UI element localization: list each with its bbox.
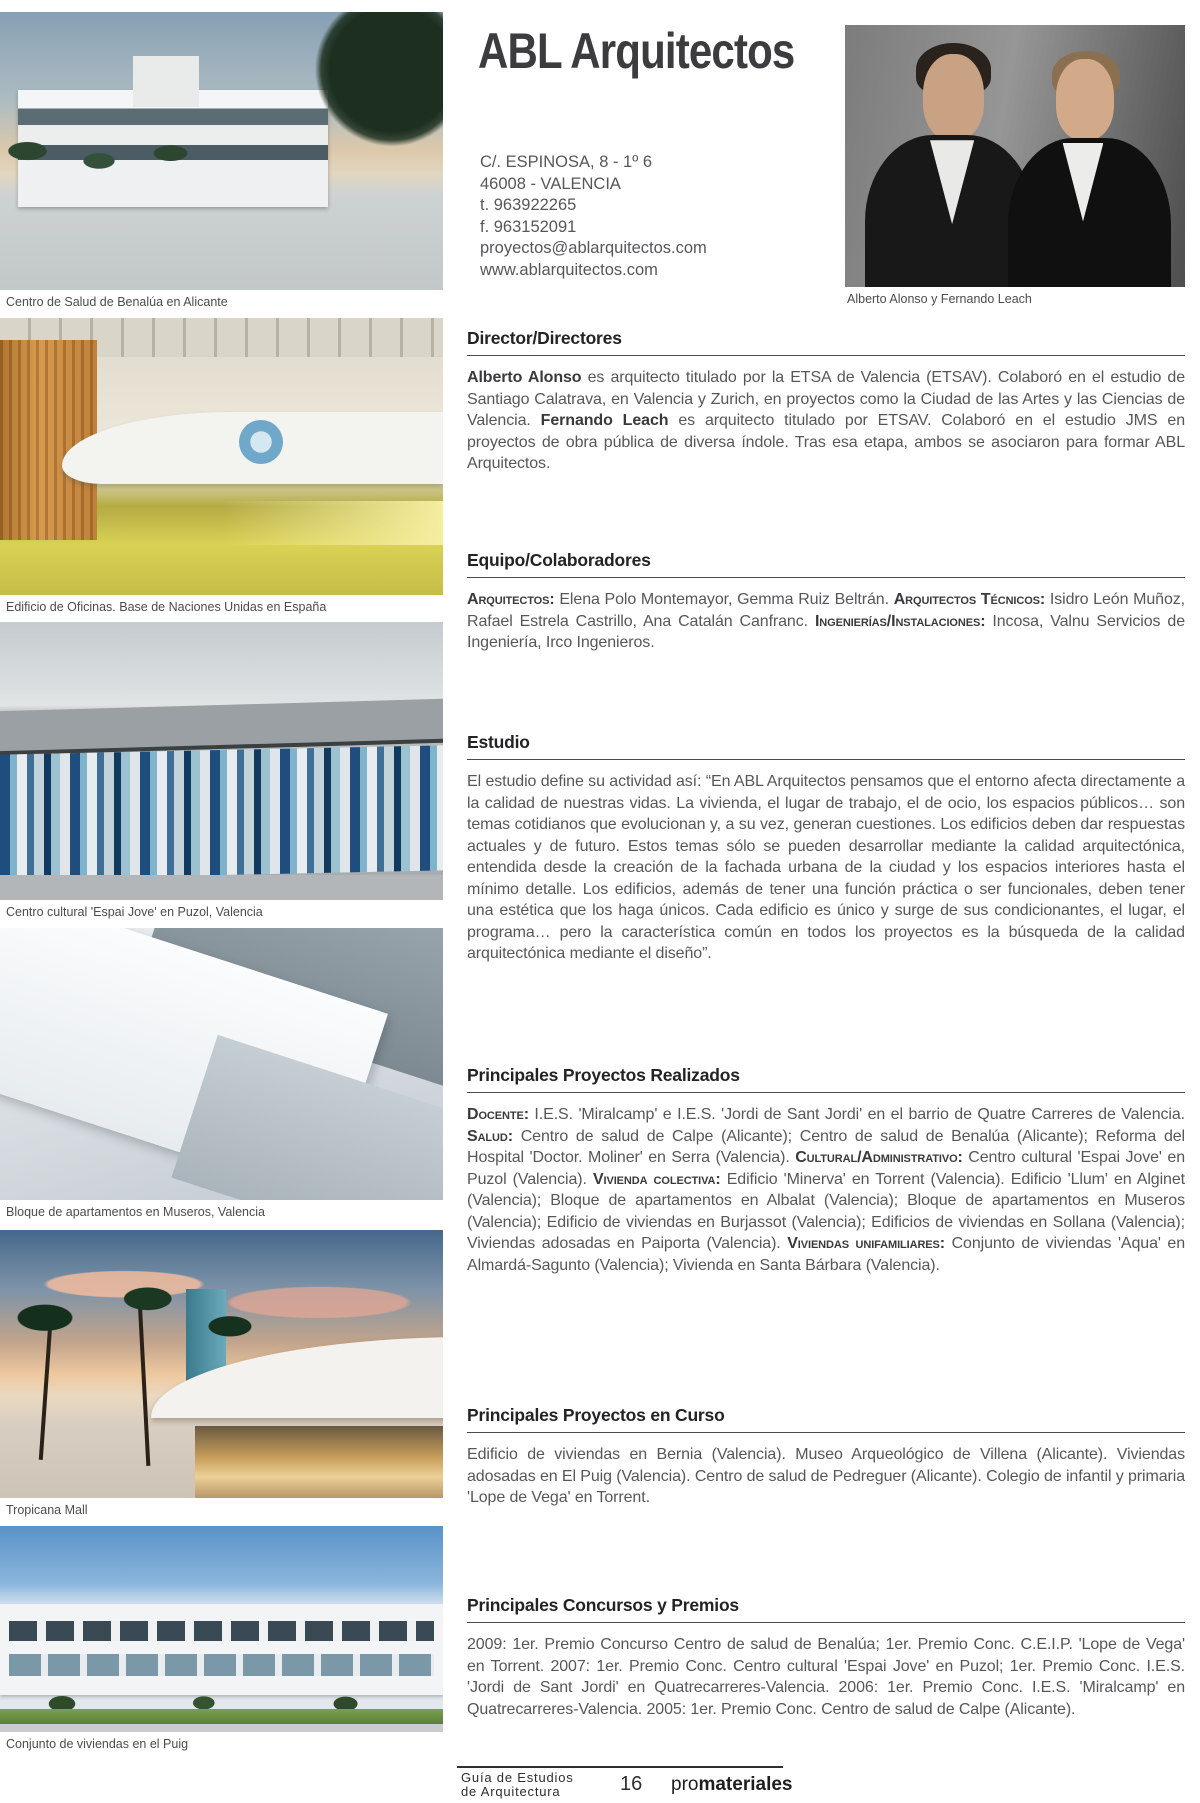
section-heading: Equipo/Colaboradores xyxy=(467,550,1185,578)
road-shape xyxy=(0,1724,443,1732)
window-strip-shape xyxy=(9,1621,434,1642)
contact-address-line: C/. ESPINOSA, 8 - 1º 6 xyxy=(480,153,653,171)
photo-caption: Edificio de Oficinas. Base de Naciones Unidas en España xyxy=(6,600,327,614)
building-tower-shape xyxy=(133,56,199,106)
portrait-caption: Alberto Alonso y Fernando Leach xyxy=(847,292,1032,306)
gallery-item-3 xyxy=(0,622,443,919)
contact-city-line: 46008 - VALENCIA xyxy=(480,174,621,193)
footer-guide-label xyxy=(461,1771,574,1798)
striped-facade-shape xyxy=(0,745,443,879)
photo-centro-salud-benalua xyxy=(0,12,443,290)
section-proyectos-realizados xyxy=(467,1065,1185,1276)
section-equipo xyxy=(467,550,1185,654)
gallery-item-6 xyxy=(0,1526,443,1751)
ground-shape xyxy=(0,875,443,900)
photo-caption: Centro cultural 'Espai Jove' en Puzol, Valencia xyxy=(6,905,263,919)
gallery-item-4 xyxy=(0,928,443,1219)
photo-viviendas-el-puig xyxy=(0,1526,443,1732)
section-heading: Director/Directores xyxy=(467,328,1185,356)
section-estudio xyxy=(467,732,1185,965)
footer-guide-line2: de Arquitectura xyxy=(461,1783,561,1799)
section-paragraph: Arquitectos: Elena Polo Montemayor, Gemma Ruiz Beltrán. Arquitectos Técnicos: Isidro León Muñoz, Rafael Estrela Castrillo, Ana Catalán Canfranc. Ingenierías/Instalaciones: Incosa, Valnu Servicios de Ingeniería, Irco Ingenieros. xyxy=(467,591,1185,651)
photo-espai-jove xyxy=(0,622,443,900)
brand-logo-light: pro xyxy=(671,1774,699,1795)
section-concursos-premios xyxy=(467,1595,1185,1720)
contact-website: www.ablarquitectos.com xyxy=(480,260,658,279)
page-title: ABL Arquitectos xyxy=(478,23,795,79)
section-paragraph: 2009: 1er. Premio Concurso Centro de salud de Benalúa; 1er. Premio Conc. C.E.I.P. 'Lope de Vega' en Torrent. 2007: 1er. Premio Conc. Centro cultural 'Espai Jove' en Puzol; 1er. Premio Conc. I.E.S. 'Jordi de Sant Jordi' en Quatrecarreres-Valencia. 2006: 1er. Premio Conc. I.E.S. 'Miralcamp' en Quatrecarreres-Valencia. 2005: 1er. Premio Conc. Centro de salud de Calpe (Alicante). xyxy=(467,1636,1185,1718)
gallery-item-1 xyxy=(0,12,443,309)
section-paragraph: Alberto Alonso es arquitecto titulado por la ETSA de Valencia (ETSAV). Colaboró en el estudio de Santiago Calatrava, en Valencia y Zurich, en proyectos como la Ciudad de las Artes y las Ciencias de Valencia. Fernando Leach es arquitecto titulado por ETSAV. Colaboró en el estudio JMS en proyectos de obra pública de diversa índole. Tras esa etapa, ambos se asociaron para formar ABL Arquitectos. xyxy=(467,369,1185,472)
section-heading: Estudio xyxy=(467,732,1185,760)
contact-phone: t. 963922265 xyxy=(480,196,577,214)
balcony-strip-shape xyxy=(9,1654,434,1677)
palm-trees-silhouette xyxy=(0,129,275,185)
palm-fronds-shape xyxy=(9,1273,266,1359)
lawn-shape xyxy=(0,1709,443,1723)
photo-directors-portrait xyxy=(845,25,1185,287)
person-head-shape xyxy=(923,54,984,140)
section-proyectos-en-curso xyxy=(467,1405,1185,1509)
footer-guide-line1: Guía de Estudios xyxy=(461,1770,574,1785)
section-paragraph: Docente: I.E.S. 'Miralcamp' e I.E.S. 'Jordi de Sant Jordi' en el barrio de Quatre Carreres de Valencia. Salud: Centro de salud de Calpe (Alicante); Centro de salud de Benalúa (Alicante); Reforma del Hospital 'Doctor. Moliner' en Serra (Valencia). Cultural/Administrativo: Centro cultural 'Espai Jove' en Puzol (Valencia). Vivienda colectiva: Edificio 'Minerva' en Torrent (Valencia). Edificio 'Llum' en Alginet (Valencia); Bloque de apartamentos en Albalat (Valencia); Bloque de apartamentos en Museros (Valencia); Edificio de viviendas en Burjassot (Valencia); Edificios de viviendas en Sollana (Valencia); Viviendas adosadas en Paiporta (Valencia). Viviendas unifamiliares: Conjunto de viviendas 'Aqua' en Almardá-Sagunto (Valencia); Vivienda en Santa Bárbara (Valencia). xyxy=(467,1106,1185,1274)
brand-logo xyxy=(671,1774,792,1796)
rowhouse-block-shape xyxy=(0,1604,443,1695)
section-director xyxy=(467,328,1185,475)
contact-fax: f. 963152091 xyxy=(480,217,577,236)
contact-block xyxy=(480,152,707,281)
photo-oficinas-naciones-unidas xyxy=(0,318,443,595)
contact-email: proyectos@ablarquitectos.com xyxy=(480,239,707,257)
section-heading: Principales Concursos y Premios xyxy=(467,1595,1185,1623)
floor-light-shape xyxy=(222,501,444,545)
photo-tropicana-mall xyxy=(0,1230,443,1498)
footer-rule xyxy=(457,1766,783,1768)
page-number: 16 xyxy=(620,1773,643,1795)
storefront-glow-shape xyxy=(195,1426,443,1498)
photo-caption: Centro de Salud de Benalúa en Alicante xyxy=(6,295,228,309)
section-paragraph: Edificio de viviendas en Bernia (Valencia). Museo Arqueológico de Villena (Alicante). Viviendas adosadas en El Puig (Valencia). Centro de salud de Pedreguer (Alicante). Colegio de infantil y primaria 'Lope de Vega' en Torrent. xyxy=(467,1446,1185,1506)
section-heading: Principales Proyectos Realizados xyxy=(467,1065,1185,1093)
photo-apartamentos-museros xyxy=(0,928,443,1200)
photo-caption: Bloque de apartamentos en Museros, Valencia xyxy=(6,1205,265,1219)
section-heading: Principales Proyectos en Curso xyxy=(467,1405,1185,1433)
tree-silhouette xyxy=(279,12,443,221)
person-head-shape xyxy=(1056,59,1114,140)
gallery-item-5 xyxy=(0,1230,443,1517)
photo-caption: Tropicana Mall xyxy=(6,1503,88,1517)
gallery-item-2 xyxy=(0,318,443,614)
photo-caption: Conjunto de viviendas en el Puig xyxy=(6,1737,189,1751)
brand-logo-bold: materiales xyxy=(698,1774,793,1795)
section-paragraph: El estudio define su actividad así: “En ABL Arquitectos pensamos que el entorno afecta directamente a la calidad de nuestras vidas. La vivienda, el lugar de trabajo, el de ocio, los espacios públicos… son temas cotidianos que evolucionan y, a su vez, generan cuestiones. Los edificios deben dar respuestas actuales y de futuro. Estos temas sólo se pueden desarrollar mediante la calidad arquitectónica, entendida desde la creación de la fachada urbana de la ciudad y los espacios interiores hasta el mínimo detalle. Los edificios, además de tener una función práctica o ser funcionales, deben tener una estética que los haga únicos. Cada edificio es único y surge de sus condicionantes, el lugar, el programa… pero la característica común en todos los proyectos es la búsqueda de la calidad arquitectónica mediante el diseño”. xyxy=(467,773,1185,962)
